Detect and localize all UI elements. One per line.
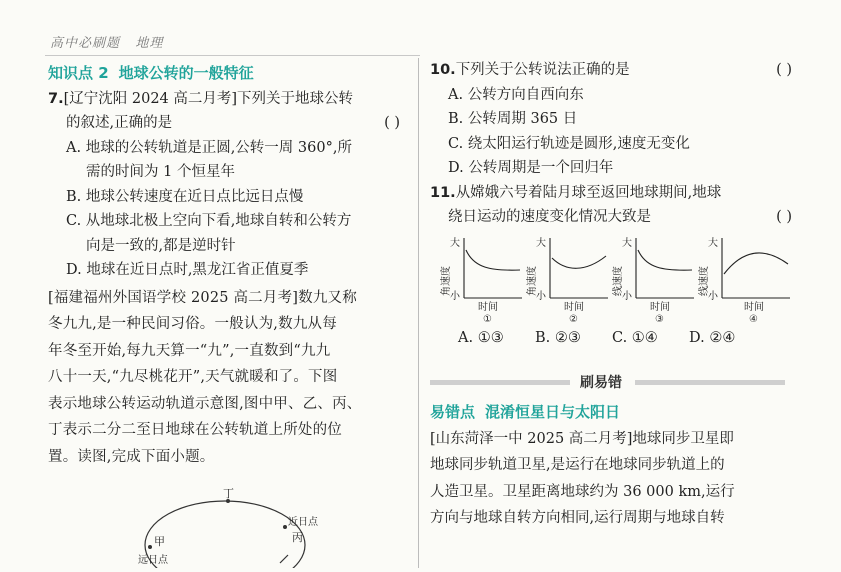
label-ding: 丁 [223, 487, 234, 500]
chart-y-label: 角速度 [441, 265, 452, 296]
chart-small-label: 小 [450, 290, 460, 302]
chart-x-label: 时间 [478, 301, 498, 313]
option-c[interactable]: C. 从地球北极上空向下看,地球自转和公转方 [66, 213, 352, 229]
answer-blank[interactable]: ( ) [776, 62, 792, 78]
chart-y-label: 线速度 [613, 265, 624, 296]
option-a-cont: 需的时间为 1 个恒星年 [86, 164, 235, 180]
option-a[interactable]: A. 地球的公转轨道是正圆,公转一周 360°,所 [66, 139, 352, 156]
section-heading-right: 易错点 混淆恒星日与太阳日 [430, 403, 621, 421]
passage-line: 方向与地球自转方向相同,运行周期与地球自转 [430, 510, 725, 526]
choice-b[interactable]: B. ②③ [535, 329, 581, 346]
chart-number: ③ [655, 313, 664, 324]
book-name: 高中必刷题 [50, 36, 121, 51]
speed-curve [724, 253, 788, 274]
header-rule [45, 55, 420, 56]
chart-4 [694, 234, 794, 324]
label-perihelion: 近日点 [288, 517, 318, 528]
chart-x-label: 时间 [564, 301, 584, 313]
option-c[interactable]: C. 绕太阳运行轨迹是圆形,速度无变化 [448, 135, 690, 152]
question-10 [430, 58, 800, 181]
chart-small-label: 小 [708, 290, 718, 302]
passage-line: 冬九九,是一种民间习俗。一般认为,数九从每 [48, 316, 337, 332]
chart-x-label: 时间 [744, 301, 764, 313]
choice-a[interactable]: A. ①③ [458, 329, 504, 346]
orbit-ellipse [145, 501, 305, 568]
option-d[interactable]: D. 公转周期是一个回归年 [448, 160, 614, 176]
option-d[interactable]: D. 地球在近日点时,黑龙江省正值夏季 [66, 262, 309, 278]
question-number: 10. [430, 62, 456, 78]
chart-3 [608, 234, 698, 324]
chart-y-label: 角速度 [527, 265, 538, 296]
passage-line: [福建福州外国语学校 2025 高二月考]数九又称 [48, 289, 357, 306]
question-stem-cont: 的叙述,正确的是 [66, 115, 173, 131]
question-7 [48, 87, 408, 283]
chart-big-label: 大 [708, 237, 718, 249]
label-bing: 丙 [292, 531, 303, 544]
banner-bar-left [430, 380, 570, 385]
speed-charts [430, 234, 800, 324]
passage-line: 表示地球公转运动轨道示意图,图中甲、乙、丙、 [48, 395, 362, 412]
question-number: 7. [48, 90, 64, 107]
column-divider [418, 58, 419, 568]
reading-passage [48, 285, 408, 471]
error-banner [430, 372, 800, 392]
chart-x-label: 时间 [650, 301, 670, 313]
chart-big-label: 大 [622, 237, 632, 249]
reading-passage-right [430, 426, 800, 532]
answer-blank[interactable]: ( ) [776, 209, 792, 225]
speed-curve [638, 250, 692, 270]
choice-d[interactable]: D. ②④ [689, 329, 736, 346]
option-c-cont: 向是一致的,都是逆时针 [86, 237, 236, 254]
chart-number: ④ [749, 313, 758, 324]
passage-line: [山东菏泽一中 2025 高二月考]地球同步卫星即 [430, 430, 734, 447]
chart-big-label: 大 [450, 237, 460, 249]
right-column [430, 58, 800, 532]
banner-bar-right [635, 380, 785, 385]
subject-name: 地理 [135, 36, 164, 51]
option-a[interactable]: A. 公转方向自西向东 [448, 86, 584, 103]
question-stem: [辽宁沈阳 2024 高二月考]下列关于地球公转 [63, 90, 354, 107]
chart-1 [436, 234, 526, 324]
earth-position-bing [283, 525, 287, 529]
question-stem: 下列关于公转说法正确的是 [455, 62, 630, 78]
direction-arrow [280, 555, 288, 563]
chart-big-label: 大 [536, 237, 546, 249]
passage-line: 八十一天,“九尽桃花开”,天气就暖和了。下图 [48, 369, 338, 385]
chart-2 [522, 234, 612, 324]
question-stem-cont: 绕日运动的速度变化情况大致是 [448, 209, 651, 225]
option-b[interactable]: B. 公转周期 365 日 [448, 111, 578, 127]
passage-line: 人造卫星。卫星距离地球约为 36 000 km,运行 [430, 483, 735, 500]
answer-choices [430, 326, 800, 351]
running-header [50, 32, 163, 51]
choice-c[interactable]: C. ①④ [612, 329, 658, 346]
passage-line: 置。读图,完成下面小题。 [48, 448, 215, 465]
chart-small-label: 小 [622, 290, 632, 302]
question-11 [430, 181, 800, 230]
banner-label: 刷易错 [580, 375, 622, 391]
speed-curve [466, 250, 520, 270]
chart-y-label: 线速度 [699, 265, 710, 296]
option-b[interactable]: B. 地球公转速度在近日点比远日点慢 [66, 188, 304, 205]
section-heading-left: 知识点 2 地球公转的一般特征 [48, 64, 254, 82]
orbit-svg [130, 485, 360, 568]
chart-number: ② [569, 313, 578, 324]
answer-blank[interactable]: ( ) [384, 115, 400, 131]
label-aphelion: 远日点 [138, 555, 168, 566]
speed-curve [552, 256, 606, 268]
earth-position-jia [148, 545, 152, 549]
passage-line: 年冬至开始,每九天算一“九”,一直数到“九九 [48, 342, 331, 359]
chart-number: ① [483, 313, 492, 324]
question-stem: 从嫦娥六号着陆月球至返回地球期间,地球 [455, 184, 722, 201]
passage-line: 地球同步轨道卫星,是运行在地球同步轨道上的 [430, 457, 725, 473]
chart-small-label: 小 [536, 290, 546, 302]
question-number: 11. [430, 184, 456, 201]
passage-line: 丁表示二分二至日地球在公转轨道上所处的位 [48, 422, 342, 438]
left-column [48, 61, 408, 470]
label-jia: 甲 [154, 535, 165, 548]
orbit-diagram [130, 485, 360, 572]
